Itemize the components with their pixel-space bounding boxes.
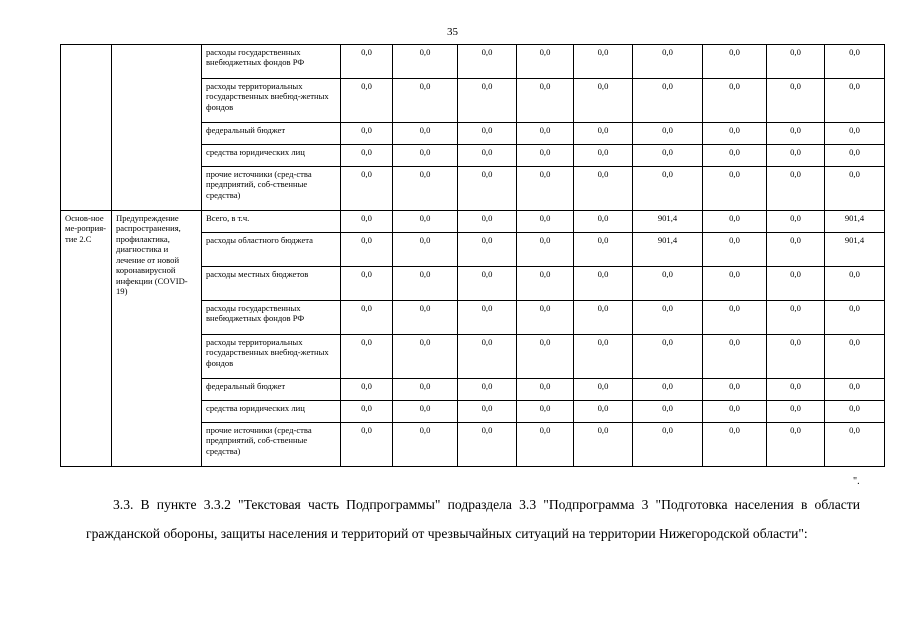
amount-cell: 0,0 [517,167,574,211]
amount-cell: 0,0 [703,423,767,467]
amount-cell: 0,0 [825,123,885,145]
funding-source-cell: прочие источники (сред-ства предприятий, соб-ственные средства) [202,167,341,211]
amount-cell: 0,0 [517,267,574,301]
amount-cell: 0,0 [767,145,825,167]
amount-cell: 0,0 [825,301,885,335]
amount-cell: 0,0 [767,233,825,267]
amendment-paragraph-text: 3.3. В пункте 3.3.2 "Текстовая часть Подпрограммы" подраздела 3.3 "Подпрограмма 3 "Подготовка населения в области гражданской обороны, защиты населения и территорий от чрезвычайных ситуаций на территории Нижегородской области": [86,497,860,541]
amount-cell: 0,0 [517,335,574,379]
amount-cell: 0,0 [341,401,393,423]
amount-cell: 0,0 [341,233,393,267]
amount-cell: 0,0 [393,267,458,301]
funding-source-cell: Всего, в т.ч. [202,211,341,233]
amount-cell: 0,0 [703,79,767,123]
amount-cell: 0,0 [633,167,703,211]
amount-cell: 901,4 [825,233,885,267]
amount-cell: 0,0 [633,401,703,423]
amount-cell: 0,0 [703,401,767,423]
amount-cell: 0,0 [703,233,767,267]
amount-cell: 0,0 [458,211,517,233]
funding-source-cell: расходы местных бюджетов [202,267,341,301]
amount-cell: 0,0 [633,79,703,123]
amount-cell: 0,0 [341,423,393,467]
amount-cell: 0,0 [825,423,885,467]
amount-cell: 0,0 [767,167,825,211]
measure-name-cell: Предупреждение распространения, профилактика, диагностика и лечение от новой коронавирусной инфекции (COVID-19) [112,211,202,467]
amount-cell: 0,0 [767,267,825,301]
amount-cell: 901,4 [633,233,703,267]
amount-cell: 0,0 [517,123,574,145]
amount-cell: 0,0 [767,423,825,467]
amount-cell: 0,0 [633,423,703,467]
amount-cell: 0,0 [574,335,633,379]
amount-cell: 0,0 [517,233,574,267]
amount-cell: 0,0 [393,123,458,145]
amount-cell: 0,0 [393,167,458,211]
amount-cell: 0,0 [703,267,767,301]
funding-source-cell: расходы областного бюджета [202,233,341,267]
amount-cell: 0,0 [767,401,825,423]
amount-cell: 0,0 [393,145,458,167]
table-row [61,45,885,79]
amount-cell: 0,0 [767,335,825,379]
amount-cell: 0,0 [574,167,633,211]
amount-cell: 0,0 [458,267,517,301]
amount-cell: 0,0 [341,211,393,233]
amount-cell: 0,0 [574,211,633,233]
amount-cell: 0,0 [633,145,703,167]
amount-cell: 0,0 [825,79,885,123]
amount-cell: 0,0 [458,335,517,379]
amount-cell: 0,0 [393,301,458,335]
amount-cell: 0,0 [341,167,393,211]
amount-cell: 0,0 [517,379,574,401]
amount-cell: 0,0 [458,401,517,423]
amount-cell: 0,0 [633,123,703,145]
funding-source-cell: расходы территориальных государственных внебюд-жетных фондов [202,335,341,379]
funding-source-cell: федеральный бюджет [202,379,341,401]
amount-cell: 0,0 [393,423,458,467]
amount-cell: 0,0 [341,267,393,301]
amount-cell: 0,0 [341,123,393,145]
amount-cell: 0,0 [703,335,767,379]
amount-cell: 0,0 [517,423,574,467]
amount-cell: 0,0 [341,79,393,123]
closing-quote-mark: ". [853,476,860,487]
amount-cell: 0,0 [767,45,825,79]
amount-cell: 0,0 [393,79,458,123]
amount-cell: 0,0 [825,335,885,379]
amount-cell: 0,0 [633,379,703,401]
amount-cell: 0,0 [341,301,393,335]
funding-source-cell: средства юридических лиц [202,145,341,167]
amount-cell: 0,0 [825,401,885,423]
amendment-paragraph [86,490,860,548]
amount-cell: 0,0 [767,79,825,123]
funding-source-cell: расходы государственных внебюджетных фондов РФ [202,301,341,335]
amount-cell: 0,0 [458,79,517,123]
amount-cell: 0,0 [574,233,633,267]
amount-cell: 0,0 [458,167,517,211]
amount-cell: 0,0 [458,233,517,267]
amount-cell: 0,0 [574,145,633,167]
measure-code-cell [61,45,112,211]
funding-source-cell: расходы государственных внебюджетных фондов РФ [202,45,341,79]
amount-cell: 0,0 [574,79,633,123]
amount-cell: 0,0 [633,267,703,301]
amount-cell: 0,0 [517,79,574,123]
amount-cell: 0,0 [703,123,767,145]
amount-cell: 0,0 [825,145,885,167]
amount-cell: 0,0 [703,45,767,79]
amount-cell: 0,0 [517,301,574,335]
amount-cell: 0,0 [393,379,458,401]
funding-source-cell: расходы территориальных государственных внебюд-жетных фондов [202,79,341,123]
amount-cell: 0,0 [517,211,574,233]
amount-cell: 0,0 [703,167,767,211]
amount-cell: 0,0 [393,233,458,267]
amount-cell: 0,0 [458,423,517,467]
amount-cell: 0,0 [458,379,517,401]
amount-cell: 0,0 [767,123,825,145]
page-number: 35 [447,26,458,38]
amount-cell: 0,0 [458,123,517,145]
amount-cell: 0,0 [633,45,703,79]
amount-cell: 0,0 [574,423,633,467]
amount-cell: 0,0 [574,301,633,335]
amount-cell: 0,0 [633,301,703,335]
measure-code-cell: Основ-ное ме-роприя-тие 2.С [61,211,112,467]
measure-name-cell [112,45,202,211]
amount-cell: 0,0 [703,379,767,401]
amount-cell: 0,0 [825,167,885,211]
amount-cell: 0,0 [341,145,393,167]
amount-cell: 0,0 [341,379,393,401]
amount-cell: 0,0 [767,379,825,401]
amount-cell: 0,0 [633,335,703,379]
amount-cell: 0,0 [767,211,825,233]
funding-source-cell: прочие источники (сред-ства предприятий, соб-ственные средства) [202,423,341,467]
budget-table [60,44,885,467]
amount-cell: 0,0 [574,45,633,79]
amount-cell: 0,0 [574,379,633,401]
amount-cell: 0,0 [393,335,458,379]
amount-cell: 0,0 [825,379,885,401]
amount-cell: 0,0 [703,145,767,167]
amount-cell: 0,0 [458,145,517,167]
amount-cell: 0,0 [458,301,517,335]
budget-table-body [61,45,885,467]
amount-cell: 0,0 [393,401,458,423]
amount-cell: 0,0 [703,211,767,233]
amount-cell: 0,0 [825,45,885,79]
amount-cell: 0,0 [341,335,393,379]
amount-cell: 0,0 [574,123,633,145]
funding-source-cell: средства юридических лиц [202,401,341,423]
amount-cell: 901,4 [825,211,885,233]
amount-cell: 0,0 [341,45,393,79]
amount-cell: 0,0 [393,211,458,233]
amount-cell: 0,0 [458,45,517,79]
amount-cell: 0,0 [574,401,633,423]
amount-cell: 901,4 [633,211,703,233]
funding-source-cell: федеральный бюджет [202,123,341,145]
amount-cell: 0,0 [574,267,633,301]
amount-cell: 0,0 [517,401,574,423]
amount-cell: 0,0 [767,301,825,335]
amount-cell: 0,0 [393,45,458,79]
table-row [61,211,885,233]
amount-cell: 0,0 [517,145,574,167]
amount-cell: 0,0 [517,45,574,79]
amount-cell: 0,0 [825,267,885,301]
amount-cell: 0,0 [703,301,767,335]
